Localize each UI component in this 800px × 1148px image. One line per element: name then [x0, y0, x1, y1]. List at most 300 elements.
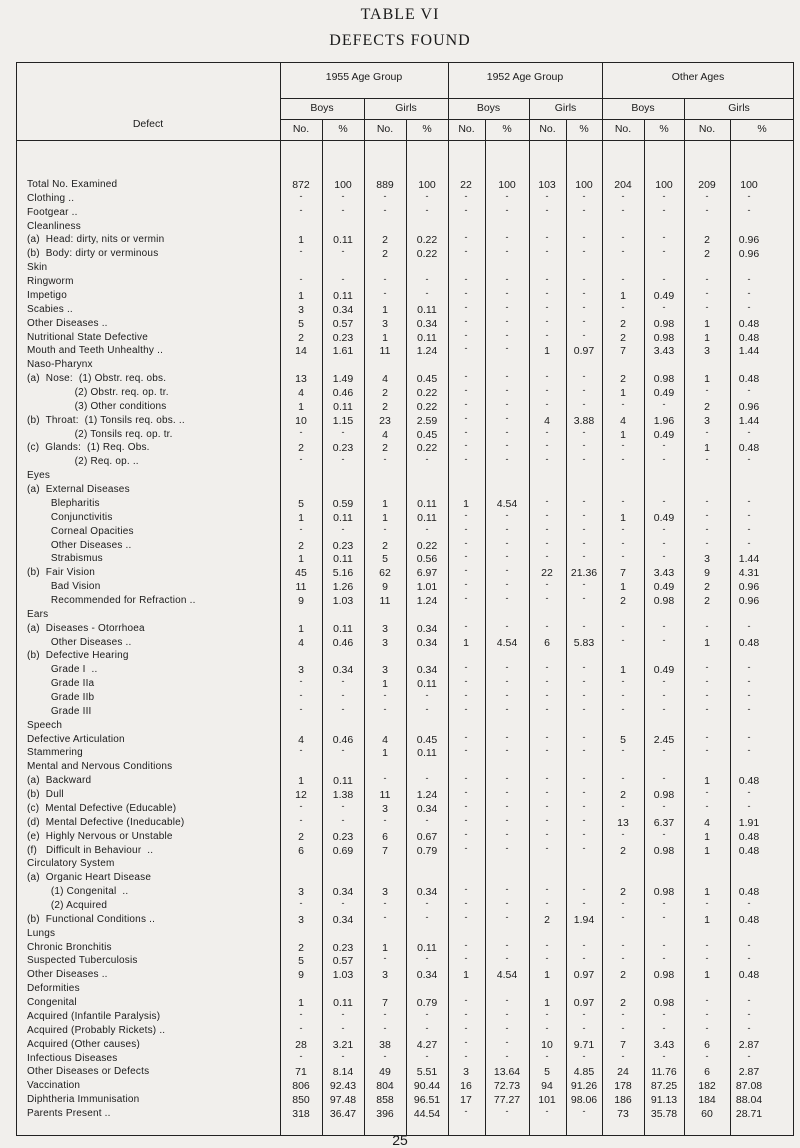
table-cell: -	[582, 731, 586, 742]
table-cell: -	[299, 800, 303, 811]
table-cell: 0.98	[653, 789, 675, 802]
table-cell: -	[662, 537, 666, 548]
row-label: Grade III	[27, 705, 92, 717]
table-cell: -	[705, 287, 709, 298]
table-cell: -	[545, 246, 549, 257]
table-cell: -	[705, 301, 709, 312]
table-cell: 1	[620, 386, 626, 399]
table-cell: 0.98	[653, 969, 675, 982]
table-cell: 0.48	[738, 331, 760, 344]
table-cell: 2.45	[653, 733, 675, 746]
table-cell: 100	[334, 179, 352, 191]
table-cell: -	[582, 204, 586, 215]
row-label: Deformities	[27, 983, 80, 995]
table-cell: 2.59	[416, 414, 438, 427]
unit-header: No.	[292, 123, 310, 135]
table-cell: -	[464, 426, 468, 437]
unit-header: %	[422, 123, 432, 135]
table-cell: 0.48	[738, 373, 760, 386]
table-cell: -	[582, 246, 586, 257]
table-cell: 1	[382, 678, 388, 691]
table-cell: -	[545, 551, 549, 562]
table-cell: 3	[298, 913, 304, 926]
table-cell: -	[582, 662, 586, 673]
table-cell: 0.34	[332, 303, 354, 316]
table-cell: -	[582, 1106, 586, 1116]
table-cell: -	[582, 537, 586, 548]
table-cell: -	[747, 190, 751, 201]
table-cell: -	[582, 939, 586, 950]
table-cell: -	[464, 814, 468, 825]
table-cell: -	[545, 315, 549, 326]
table-cell: 0.45	[416, 428, 438, 441]
unit-header: No.	[614, 123, 632, 135]
page-heading	[0, 6, 800, 50]
table-cell: 49	[379, 1066, 391, 1079]
table-cell: -	[545, 204, 549, 215]
table-cell: -	[299, 1022, 303, 1033]
table-cell: -	[705, 1050, 709, 1061]
table-cell: -	[582, 1008, 586, 1019]
table-cell: 3	[382, 636, 388, 649]
table-cell: -	[621, 301, 625, 312]
table-cell: 0.57	[332, 317, 354, 330]
table-cell: -	[545, 1022, 549, 1033]
row-label: Skin	[27, 262, 48, 274]
table-cell: -	[621, 190, 625, 201]
table-cell: 5	[298, 955, 304, 968]
table-cell: -	[383, 814, 387, 825]
table-cell: -	[464, 842, 468, 853]
table-cell: 87.08	[735, 1080, 763, 1093]
table-cell: -	[621, 911, 625, 922]
table-cell: -	[341, 274, 345, 285]
table-cell: 45	[295, 567, 307, 580]
table-cell: 1	[544, 997, 550, 1010]
table-cell: -	[341, 523, 345, 534]
table-cell: 2	[298, 539, 304, 552]
table-cell: -	[662, 274, 666, 285]
table-cell: 22	[460, 179, 472, 191]
table-cell: 2	[298, 941, 304, 954]
table-cell: -	[505, 315, 509, 326]
table-cell: -	[621, 495, 625, 506]
table-cell: -	[621, 551, 625, 562]
table-cell: -	[582, 1050, 586, 1061]
table-cell: -	[747, 1008, 751, 1019]
row-label: Strabismus	[27, 553, 103, 565]
table-cell: 21.36	[570, 567, 598, 580]
table-cell: -	[621, 800, 625, 811]
row-label: (2) Acquired	[27, 900, 108, 911]
table-cell: -	[464, 690, 468, 701]
row-label: Naso-Pharynx	[27, 359, 93, 371]
table-cell: 0.11	[333, 289, 353, 302]
table-cell: -	[505, 703, 509, 714]
row-label: Other Diseases ..	[27, 539, 132, 551]
table-cell: 2	[620, 594, 626, 607]
table-cell: 1	[544, 969, 550, 982]
row-label: Infectious Diseases	[27, 1052, 118, 1064]
table-cell: 94	[541, 1080, 553, 1093]
table-cell: -	[464, 343, 468, 354]
table-cell: 0.96	[738, 234, 760, 247]
table-cell: -	[341, 204, 345, 215]
table-cell: -	[705, 745, 709, 756]
row-label: (b) Functional Conditions ..	[27, 913, 156, 925]
table-cell: 1.24	[416, 789, 438, 802]
sex-header: Boys	[631, 102, 655, 114]
table-cell: -	[299, 426, 303, 437]
table-cell: 0.23	[332, 331, 354, 344]
table-cell: 0.11	[333, 234, 353, 247]
table-cell: -	[464, 412, 468, 423]
table-cell: -	[545, 301, 549, 312]
row-label: Other Diseases ..	[27, 317, 108, 329]
table-cell: -	[464, 953, 468, 964]
table-cell: -	[747, 690, 751, 701]
table-cell: 3	[463, 1066, 469, 1079]
row-label: Circulatory System	[27, 858, 115, 870]
row-label: (b) Throat: (1) Tonsils req. obs. ..	[27, 414, 185, 426]
table-cell: -	[425, 898, 429, 908]
table-cell: -	[582, 745, 586, 756]
table-cell: 1	[544, 345, 550, 358]
unit-header: No.	[376, 123, 394, 135]
table-cell: -	[505, 592, 509, 603]
table-cell: 7	[382, 844, 388, 857]
row-label: Congenital	[27, 997, 77, 1009]
table-cell: -	[505, 246, 509, 257]
row-label: Other Diseases ..	[27, 636, 132, 648]
table-cell: -	[705, 1022, 709, 1033]
table-cell: 0.48	[738, 844, 760, 857]
row-label: (b) Body: dirty or verminous	[27, 248, 159, 260]
table-cell: -	[545, 676, 549, 687]
table-cell: 1	[463, 497, 469, 510]
table-cell: -	[464, 440, 468, 451]
table-cell: -	[505, 773, 509, 784]
row-label: Cleanliness	[27, 220, 81, 232]
table-cell: 0.46	[332, 636, 354, 649]
table-cell: -	[464, 1050, 468, 1061]
table-cell: 100	[575, 179, 593, 191]
table-cell: -	[464, 398, 468, 409]
table-cell: -	[621, 620, 625, 631]
table-cell: 1.03	[332, 969, 354, 982]
table-cell: 7	[620, 567, 626, 580]
table-cell: -	[464, 509, 468, 520]
table-cell: -	[662, 953, 666, 964]
table-cell: -	[747, 495, 751, 506]
table-cell: -	[545, 287, 549, 298]
table-cell: -	[341, 898, 345, 908]
table-cell: -	[383, 1050, 387, 1061]
table-cell: 1	[298, 400, 304, 413]
table-cell: 1	[382, 497, 388, 510]
table-cell: 14	[295, 345, 307, 358]
table-cell: 9	[298, 969, 304, 982]
table-cell: -	[464, 1036, 468, 1047]
table-cell: 0.49	[653, 511, 675, 524]
table-cell: -	[464, 773, 468, 784]
table-cell: -	[464, 232, 468, 243]
table-cell: -	[662, 398, 666, 409]
table-cell: 101	[538, 1094, 556, 1107]
table-cell: -	[662, 690, 666, 701]
table-cell: 0.22	[416, 234, 438, 247]
table-cell: 1.26	[332, 581, 354, 594]
table-cell: 209	[698, 179, 716, 191]
table-cell: -	[582, 620, 586, 631]
table-cell: 1	[620, 289, 626, 302]
table-cell: -	[621, 232, 625, 243]
table-cell: 103	[538, 179, 556, 191]
table-cell: -	[464, 371, 468, 382]
table-cell: -	[747, 384, 751, 395]
table-cell: -	[545, 495, 549, 506]
table-cell: -	[464, 315, 468, 326]
table-cell: -	[505, 898, 509, 908]
table-cell: -	[662, 703, 666, 714]
table-cell: 0.97	[573, 345, 595, 358]
row-label: Parents Present ..	[27, 1108, 111, 1119]
table-cell: -	[705, 620, 709, 631]
table-cell: -	[425, 703, 429, 714]
table-cell: -	[341, 800, 345, 811]
table-cell: -	[464, 537, 468, 548]
table-cell: -	[505, 440, 509, 451]
table-cell: 0.49	[653, 289, 675, 302]
row-label: Speech	[27, 719, 63, 731]
table-cell: -	[747, 745, 751, 756]
unit-header: %	[338, 123, 348, 135]
table-cell: -	[662, 523, 666, 534]
table-cell: -	[621, 939, 625, 950]
table-cell: -	[464, 523, 468, 534]
table-cell: 1.01	[416, 581, 438, 594]
table-cell: 2	[620, 844, 626, 857]
table-cell: -	[464, 787, 468, 798]
table-cell: -	[299, 898, 303, 908]
table-cell: 1	[620, 428, 626, 441]
table-cell: 5	[382, 553, 388, 566]
table-cell: 0.57	[332, 955, 354, 968]
table-cell: -	[464, 384, 468, 395]
table-cell: 0.11	[333, 775, 353, 788]
table-cell: -	[621, 1008, 625, 1019]
table-cell: -	[705, 454, 709, 465]
table-cell: 1	[704, 775, 710, 788]
row-label: Total No. Examined	[27, 179, 118, 190]
table-cell: 6	[544, 636, 550, 649]
table-cell: 858	[376, 1094, 394, 1107]
table-cell: 2	[382, 248, 388, 261]
table-cell: 13	[617, 816, 629, 829]
table-cell: -	[545, 773, 549, 784]
table-cell: 3	[382, 622, 388, 635]
table-cell: -	[747, 301, 751, 312]
table-cell: 0.22	[416, 442, 438, 455]
table-cell: -	[383, 523, 387, 534]
table-cell: 0.96	[738, 581, 760, 594]
table-cell: -	[383, 1008, 387, 1019]
table-cell: -	[505, 371, 509, 382]
table-cell: -	[747, 287, 751, 298]
table-cell: 7	[620, 345, 626, 358]
table-cell: 889	[376, 179, 394, 191]
table-cell: 0.98	[653, 373, 675, 386]
table-cell: 12	[295, 789, 307, 802]
table-cell: -	[705, 703, 709, 714]
table-cell: 1	[382, 511, 388, 524]
table-cell: 3	[382, 664, 388, 677]
table-cell: 1	[298, 775, 304, 788]
table-cell: 0.96	[738, 400, 760, 413]
table-cell: 4.54	[496, 969, 518, 982]
table-cell: -	[582, 287, 586, 298]
table-cell: -	[545, 440, 549, 451]
table-cell: -	[747, 898, 751, 908]
table-cell: -	[505, 412, 509, 423]
table-cell: 2	[620, 997, 626, 1010]
table-cell: 77.27	[493, 1094, 521, 1107]
table-cell: -	[505, 232, 509, 243]
table-cell: 1	[704, 913, 710, 926]
table-cell: -	[705, 995, 709, 1006]
table-cell: 1	[704, 636, 710, 649]
table-cell: -	[747, 426, 751, 437]
row-label: Acquired (Other causes)	[27, 1038, 140, 1050]
table-cell: -	[582, 398, 586, 409]
table-cell: -	[662, 800, 666, 811]
row-label: Ears	[27, 608, 49, 620]
table-cell: 3.43	[653, 567, 675, 580]
table-cell: 0.23	[332, 941, 354, 954]
table-cell: 4.85	[573, 1066, 595, 1079]
table-cell: -	[705, 898, 709, 908]
table-cell: -	[505, 204, 509, 215]
table-cell: 0.22	[416, 400, 438, 413]
table-cell: 6.97	[416, 567, 438, 580]
table-cell: -	[662, 828, 666, 839]
table-cell: -	[705, 939, 709, 950]
table-cell: -	[582, 592, 586, 603]
table-cell: -	[425, 454, 429, 465]
table-cell: -	[662, 1050, 666, 1061]
table-cell: -	[621, 634, 625, 645]
table-cell: -	[705, 426, 709, 437]
row-label: Mental and Nervous Conditions	[27, 761, 173, 773]
table-cell: -	[747, 1050, 751, 1061]
table-cell: -	[505, 537, 509, 548]
table-cell: 2	[620, 886, 626, 899]
row-label: (b) Fair Vision	[27, 567, 96, 579]
table-cell: 204	[614, 179, 632, 191]
row-label: (2) Tonsils req. op. tr.	[27, 428, 173, 440]
table-cell: -	[582, 509, 586, 520]
table-cell: 2.87	[738, 1066, 760, 1079]
table-cell: -	[621, 676, 625, 687]
table-cell: 1.44	[738, 414, 760, 427]
table-cell: 0.98	[653, 317, 675, 330]
table-cell: 3	[382, 969, 388, 982]
table-cell: -	[505, 995, 509, 1006]
table-cell: -	[621, 898, 625, 908]
table-cell: -	[505, 523, 509, 534]
table-cell: -	[545, 398, 549, 409]
row-label: Suspected Tuberculosis	[27, 955, 138, 967]
table-cell: 2	[298, 442, 304, 455]
table-cell: 0.48	[738, 317, 760, 330]
table-cell: 9	[298, 594, 304, 607]
table-cell: -	[341, 190, 345, 201]
table-cell: 36.47	[329, 1108, 357, 1120]
table-cell: 28.71	[735, 1108, 763, 1120]
table-cell: 0.98	[653, 997, 675, 1010]
table-cell: -	[582, 315, 586, 326]
table-cell: 16	[460, 1080, 472, 1093]
table-cell: 35.78	[650, 1108, 678, 1120]
table-cell: 3	[298, 886, 304, 899]
table-subtitle: DEFECTS FOUND	[329, 32, 471, 49]
table-cell: -	[747, 953, 751, 964]
table-cell: -	[505, 1036, 509, 1047]
row-label: (b) Defective Hearing	[27, 650, 129, 662]
table-cell: -	[505, 1008, 509, 1019]
unit-header: No.	[539, 123, 556, 135]
row-label: (c) Glands: (1) Req. Obs.	[27, 442, 150, 454]
table-cell: -	[425, 953, 429, 964]
table-cell: -	[464, 329, 468, 340]
table-cell: -	[545, 703, 549, 714]
row-label: (b) Dull	[27, 789, 64, 801]
table-cell: 0.98	[653, 844, 675, 857]
table-cell: -	[383, 204, 387, 215]
table-cell: 1	[704, 331, 710, 344]
table-cell: 44.54	[413, 1108, 441, 1120]
unit-header: No.	[458, 123, 475, 135]
row-label: (a) Backward	[27, 775, 92, 787]
table-cell: 0.34	[416, 969, 438, 982]
table-cell: -	[464, 190, 468, 201]
table-cell: 4	[298, 733, 304, 746]
table-cell: -	[505, 662, 509, 673]
table-cell: -	[299, 204, 303, 215]
table-cell: -	[464, 662, 468, 673]
table-cell: 0.34	[416, 636, 438, 649]
table-cell: 92.43	[329, 1080, 357, 1093]
table-cell: -	[341, 454, 345, 465]
table-cell: -	[705, 274, 709, 285]
table-cell: -	[341, 1050, 345, 1061]
table-cell: 2	[620, 969, 626, 982]
table-cell: 87.25	[650, 1080, 678, 1093]
table-cell: -	[545, 523, 549, 534]
table-cell: 2	[620, 373, 626, 386]
table-cell: 0.34	[416, 802, 438, 815]
table-cell: 3.43	[653, 1038, 675, 1051]
table-cell: -	[299, 454, 303, 465]
row-label: Grade IIb	[27, 692, 95, 704]
row-label: (f) Difficult in Behaviour ..	[27, 844, 154, 856]
sex-header: Boys	[310, 102, 334, 114]
sex-header: Boys	[476, 102, 501, 114]
table-cell: -	[545, 274, 549, 285]
table-cell: -	[505, 911, 509, 922]
table-cell: 0.45	[416, 373, 438, 386]
row-label: Mouth and Teeth Unhealthy ..	[27, 345, 164, 357]
